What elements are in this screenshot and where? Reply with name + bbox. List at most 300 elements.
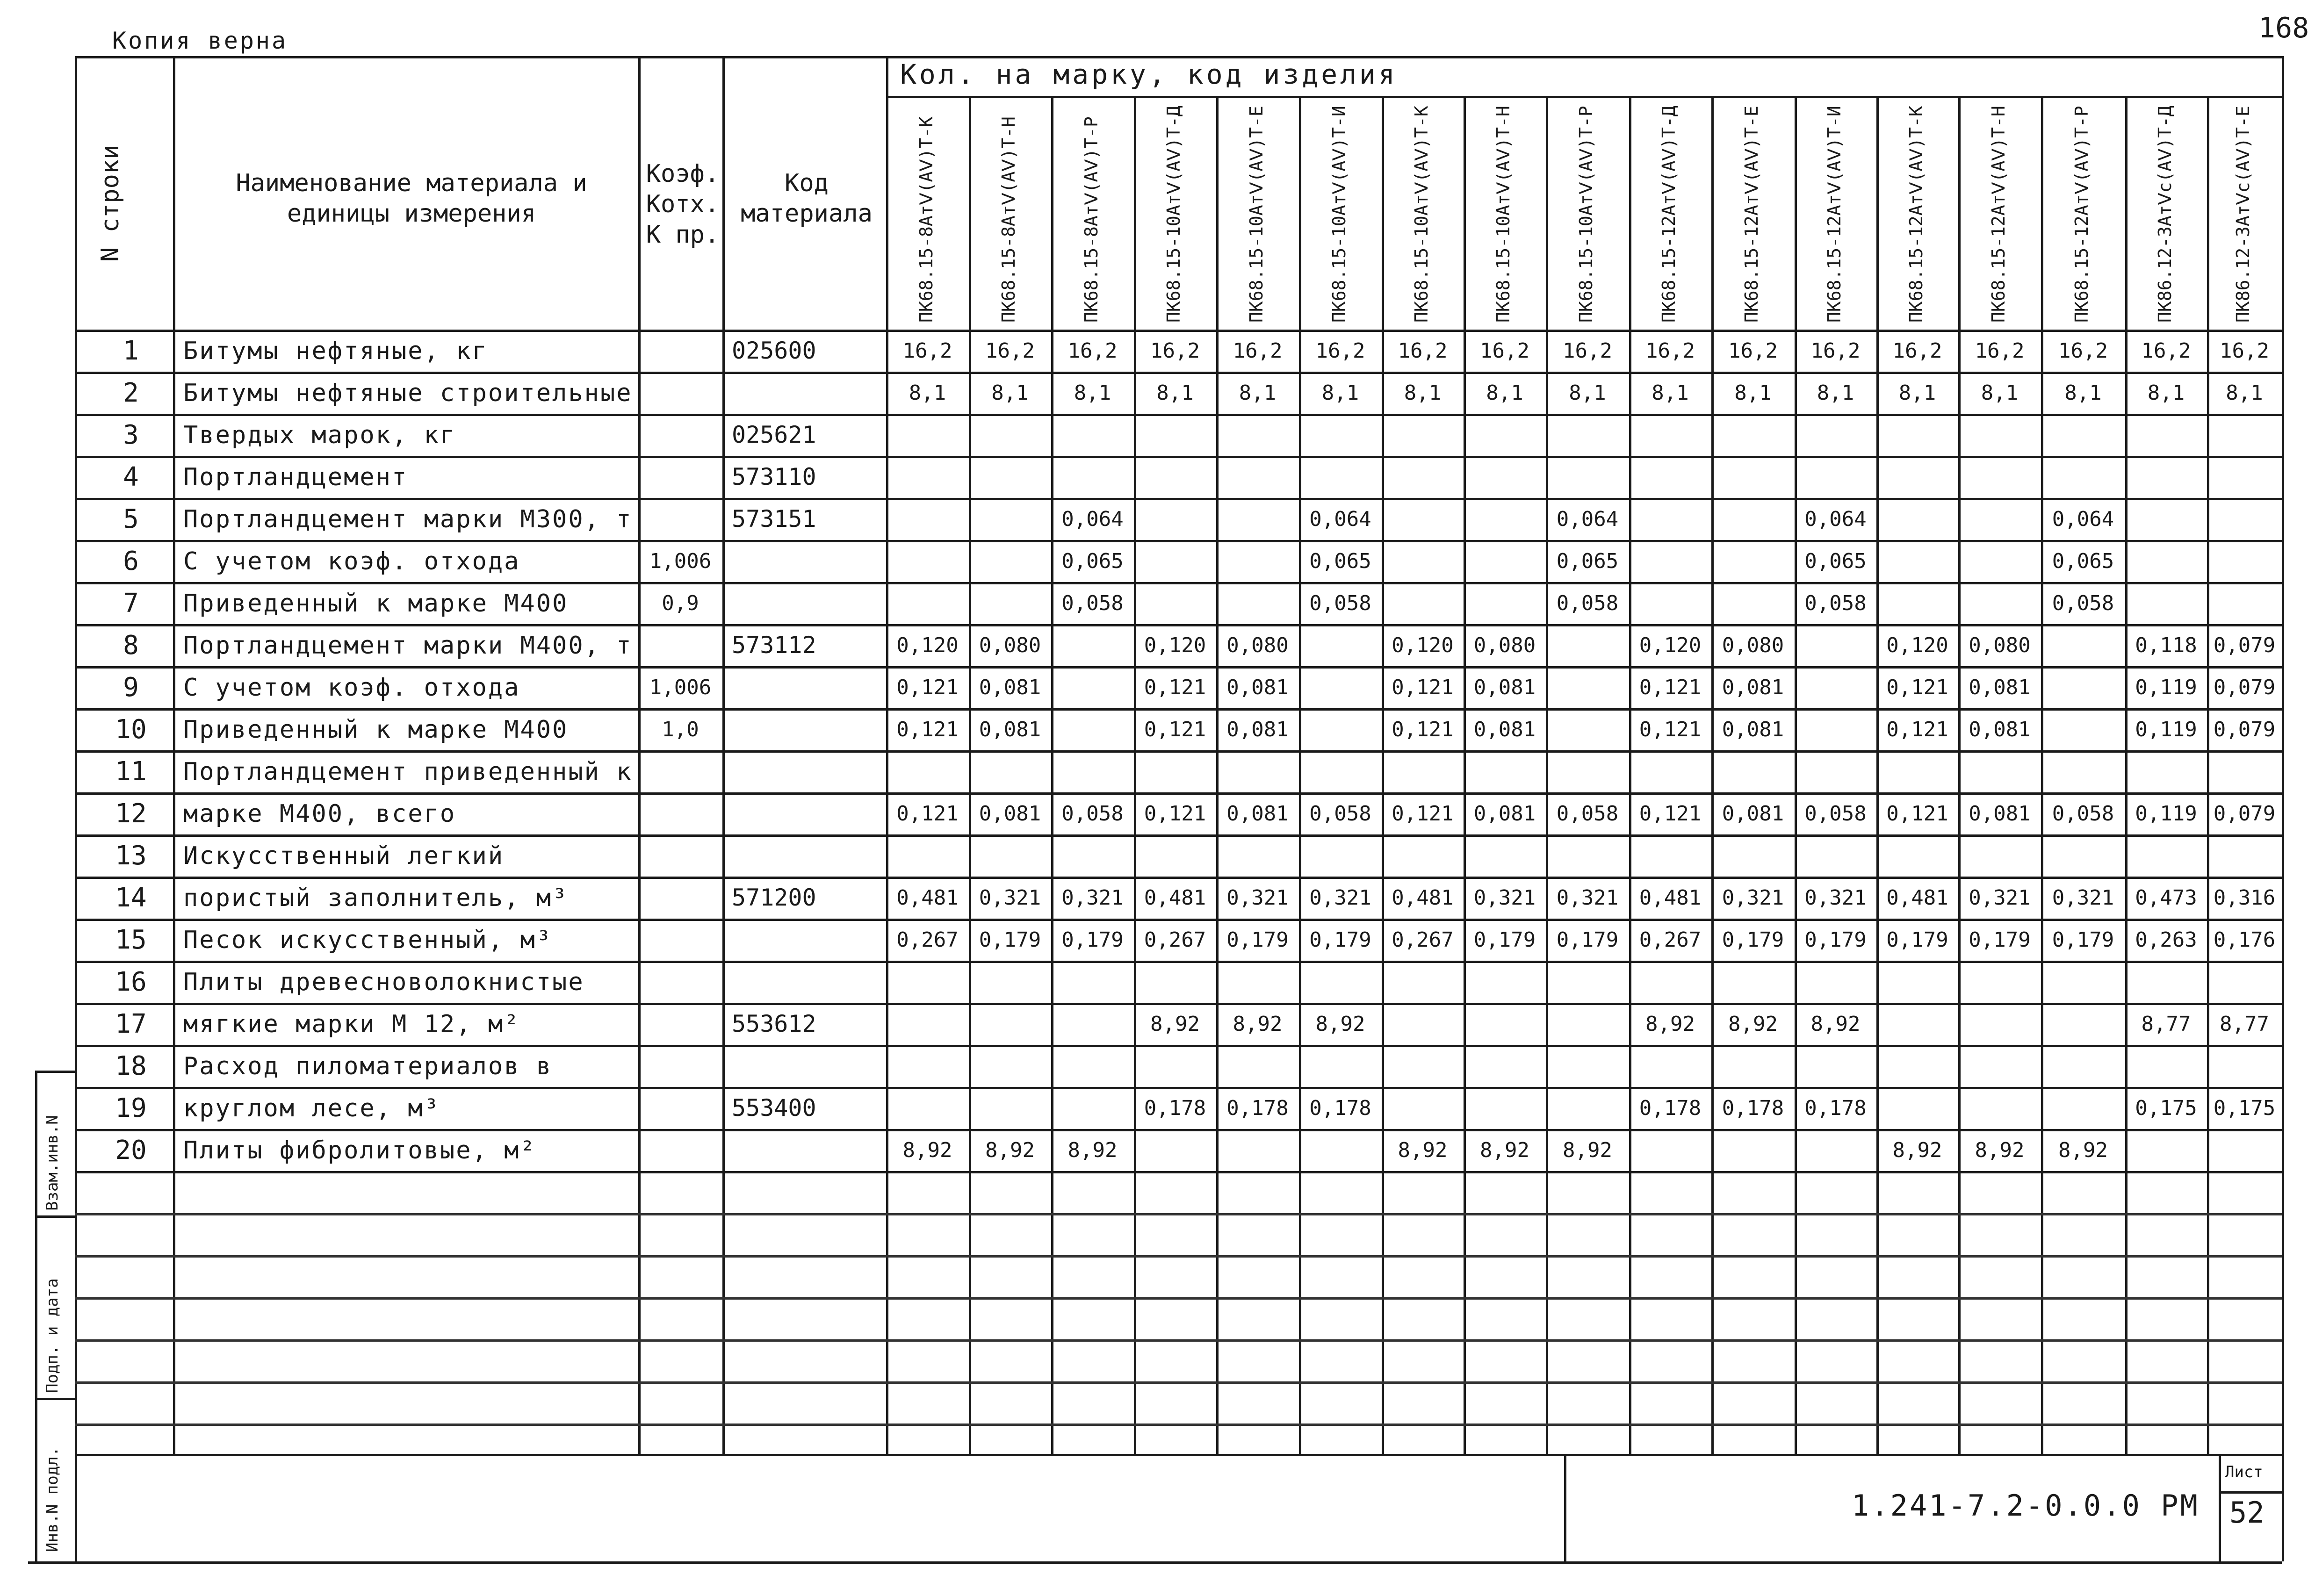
col-coef: Коэф. Котх. К пр. (646, 160, 720, 249)
quantity-cell: 0,120 (1144, 633, 1206, 657)
table-rule (75, 792, 2282, 795)
quantity-cell: 0,321 (1473, 886, 1536, 910)
quantity-cell: 0,080 (1969, 633, 2031, 657)
row-number: 11 (115, 756, 147, 787)
quantity-cell: 0,081 (1722, 718, 1784, 741)
group-title: Кол. на марку, код изделия (900, 58, 1398, 90)
table-rule (173, 56, 175, 1454)
product-header: ПК68.15-10АтⅤ(АⅤ)Т-К (1411, 106, 1432, 323)
quantity-cell: 0,058 (1309, 802, 1371, 826)
table-rule (75, 961, 2282, 963)
sheet-label: Лист (2225, 1463, 2263, 1481)
product-header: ПК68.15-10АтⅤ(АⅤ)Т-Д (1163, 106, 1184, 323)
material-name: Твердых марок, кг (183, 421, 456, 449)
quantity-cell: 0,178 (1144, 1096, 1206, 1120)
quantity-cell: 16,2 (1563, 339, 1612, 363)
table-rule (722, 56, 725, 1454)
quantity-cell: 0,058 (1804, 802, 1867, 826)
quantity-cell: 8,1 (1981, 381, 2019, 405)
quantity-cell: 16,2 (1233, 339, 1283, 363)
quantity-cell: 8,92 (1892, 1138, 1942, 1162)
quantity-cell: 0,058 (1061, 591, 1124, 615)
table-rule (75, 1087, 2282, 1089)
quantity-cell: 0,179 (1061, 928, 1124, 952)
quantity-cell: 0,058 (1309, 591, 1371, 615)
table-rule (75, 919, 2282, 921)
material-name: С учетом коэф. отхода (183, 547, 520, 575)
quantity-cell: 0,179 (1473, 928, 1536, 952)
table-rule (2207, 96, 2209, 1454)
material-name: Битумы нефтяные строительные (183, 379, 633, 407)
quantity-cell: 8,92 (1315, 1012, 1365, 1036)
quantity-cell: 0,081 (1969, 802, 2031, 826)
quantity-cell: 8,92 (2058, 1138, 2108, 1162)
table-rule (75, 1045, 2282, 1047)
quantity-cell: 0,178 (1226, 1096, 1289, 1120)
table-rule (75, 456, 2282, 458)
material-code: 025621 (732, 421, 816, 448)
quantity-cell: 0,179 (1886, 928, 1948, 952)
quantity-cell: 0,065 (1309, 549, 1371, 573)
product-header: ПК68.15-12АтⅤ(АⅤ)Т-Н (1988, 106, 2009, 323)
quantity-cell: 8,1 (1156, 381, 1194, 405)
quantity-cell: 16,2 (1067, 339, 1118, 363)
product-header: ПК68.15-8АтⅤ(АⅤ)Т-Н (998, 116, 1019, 323)
table-rule (75, 56, 77, 1561)
quantity-cell: 0,267 (1144, 928, 1206, 952)
quantity-cell: 8,92 (1563, 1138, 1612, 1162)
table-rule (75, 330, 2282, 332)
quantity-cell: 0,121 (896, 676, 959, 699)
quantity-cell: 0,179 (1309, 928, 1371, 952)
quantity-cell: 8,1 (1404, 381, 1442, 405)
table-rule (75, 1171, 2282, 1173)
row-number: 2 (123, 378, 139, 408)
quantity-cell: 0,121 (1886, 802, 1948, 826)
quantity-cell: 0,119 (2135, 718, 2197, 741)
quantity-cell: 0,121 (896, 718, 959, 741)
quantity-cell: 0,481 (1392, 886, 1454, 910)
quantity-cell: 0,321 (1722, 886, 1784, 910)
quantity-cell: 0,081 (979, 718, 1041, 741)
table-rule (1958, 96, 1961, 1454)
quantity-cell: 0,064 (1309, 507, 1371, 531)
table-rule (1876, 96, 1879, 1454)
quantity-cell: 8,1 (991, 381, 1029, 405)
table-rule (1382, 96, 1384, 1454)
col-code: Код материала (741, 169, 873, 228)
material-name: Портландцемент марки М300, т (183, 505, 633, 533)
row-number: 12 (115, 798, 147, 829)
quantity-cell: 0,121 (1392, 802, 1454, 826)
product-header: ПК68.15-12АтⅤ(АⅤ)Т-К (1905, 106, 1926, 323)
quantity-cell: 8,1 (1321, 381, 1359, 405)
table-rule (35, 1398, 75, 1400)
quantity-cell: 8,1 (1898, 381, 1936, 405)
quantity-cell: 0,080 (979, 633, 1041, 657)
material-code: 573110 (732, 463, 816, 490)
quantity-cell: 8,1 (2064, 381, 2102, 405)
quantity-cell: 0,321 (1969, 886, 2031, 910)
quantity-cell: 0,175 (2135, 1096, 2197, 1120)
table-rule (75, 1129, 2282, 1131)
table-rule (2282, 56, 2284, 1561)
quantity-cell: 0,481 (1639, 886, 1702, 910)
material-name: Битумы нефтяные, кг (183, 337, 488, 365)
row-number: 13 (115, 841, 147, 871)
row-number: 10 (115, 714, 147, 745)
quantity-cell: 8,1 (1239, 381, 1276, 405)
table-rule (75, 414, 2282, 416)
quantity-cell: 8,1 (1817, 381, 1854, 405)
quantity-cell: 16,2 (1892, 339, 1942, 363)
quantity-cell: 0,119 (2135, 802, 2197, 826)
material-code: 025600 (732, 337, 816, 364)
product-header: ПК68.15-10АтⅤ(АⅤ)Т-Е (1246, 106, 1267, 323)
quantity-cell: 8,92 (1975, 1138, 2025, 1162)
quantity-cell: 0,121 (1886, 718, 1948, 741)
page-number: 168 (2258, 12, 2309, 44)
material-name: пористый заполнитель, м³ (183, 884, 569, 912)
quantity-cell: 16,2 (1480, 339, 1529, 363)
row-number: 20 (115, 1135, 147, 1165)
quantity-cell: 0,267 (896, 928, 959, 952)
quantity-cell: 0,321 (1226, 886, 1289, 910)
table-rule (638, 56, 641, 1454)
col-name: Наименование материала и единицы измерения (236, 169, 587, 228)
table-rule (75, 1003, 2282, 1005)
table-rule (75, 708, 2282, 711)
quantity-cell: 0,121 (1392, 676, 1454, 699)
quantity-cell: 0,081 (1473, 718, 1536, 741)
quantity-cell: 16,2 (1975, 339, 2025, 363)
table-rule (35, 1215, 75, 1218)
quantity-cell: 0,321 (2052, 886, 2114, 910)
quantity-cell: 16,2 (2141, 339, 2191, 363)
quantity-cell: 8,92 (1480, 1138, 1529, 1162)
quantity-cell: 0,179 (1722, 928, 1784, 952)
row-number: 1 (123, 336, 139, 366)
quantity-cell: 0,263 (2135, 928, 2197, 952)
quantity-cell: 8,1 (1734, 381, 1772, 405)
quantity-cell: 0,178 (1722, 1096, 1784, 1120)
table-rule (2125, 96, 2127, 1454)
quantity-cell: 0,079 (2213, 633, 2276, 657)
side-stamp-inv: Инв.N подл. (43, 1446, 62, 1552)
quantity-cell: 8,92 (1810, 1012, 1861, 1036)
table-rule (1711, 96, 1714, 1454)
quantity-cell: 0,065 (1804, 549, 1867, 573)
quantity-cell: 0,079 (2213, 718, 2276, 741)
quantity-cell: 8,92 (902, 1138, 952, 1162)
quantity-cell: 16,2 (1728, 339, 1778, 363)
quantity-cell: 0,267 (1639, 928, 1702, 952)
table-rule (2041, 96, 2043, 1454)
quantity-cell: 0,121 (1144, 676, 1206, 699)
row-number: 16 (115, 967, 147, 997)
quantity-cell: 0,121 (1639, 802, 1702, 826)
quantity-cell: 8,92 (1150, 1012, 1200, 1036)
table-rule (75, 834, 2282, 837)
quantity-cell: 0,321 (1804, 886, 1867, 910)
quantity-cell: 0,080 (1226, 633, 1289, 657)
sheet-number: 52 (2229, 1495, 2265, 1530)
quantity-cell: 0,121 (896, 802, 959, 826)
quantity-cell: 0,065 (1556, 549, 1619, 573)
quantity-cell: 8,92 (1067, 1138, 1118, 1162)
quantity-cell: 0,120 (896, 633, 959, 657)
product-header: ПК68.15-10АтⅤ(АⅤ)Т-Н (1493, 106, 1514, 323)
quantity-cell: 16,2 (1150, 339, 1200, 363)
row-number: 6 (123, 546, 139, 576)
material-name: Приведенный к марке М400 (183, 590, 569, 618)
quantity-cell: 0,065 (2052, 549, 2114, 573)
quantity-cell: 0,175 (2213, 1096, 2276, 1120)
coefficient: 1,006 (649, 676, 712, 699)
coefficient: 1,006 (649, 549, 712, 573)
table-rule (75, 1339, 2282, 1342)
material-code: 573112 (732, 632, 816, 659)
quantity-cell: 0,081 (1473, 802, 1536, 826)
doc-code: 1.241-7.2-0.0.0 РМ (1852, 1488, 2200, 1523)
table-rule (1051, 96, 1053, 1454)
quantity-cell: 0,321 (1061, 886, 1124, 910)
row-number: 15 (115, 925, 147, 955)
material-name: Плиты древесноволокнистые (183, 968, 584, 996)
material-name: Портландцемент марки М400, т (183, 632, 633, 660)
quantity-cell: 0,316 (2213, 886, 2276, 910)
table-rule (2219, 1491, 2282, 1494)
row-number: 8 (123, 630, 139, 661)
product-header: ПК68.15-10АтⅤ(АⅤ)Т-И (1328, 106, 1349, 323)
quantity-cell: 8,77 (2220, 1012, 2269, 1036)
table-rule (1564, 1454, 1566, 1561)
quantity-cell: 0,179 (979, 928, 1041, 952)
side-stamp-replace: Взам.инв.N (43, 1115, 62, 1211)
row-number: 9 (123, 672, 139, 703)
material-name: мягкие марки М 12, м² (183, 1010, 520, 1038)
quantity-cell: 8,1 (1652, 381, 1689, 405)
table-rule (75, 498, 2282, 500)
table-rule (75, 582, 2282, 584)
material-name: С учетом коэф. отхода (183, 674, 520, 702)
quantity-cell: 0,080 (1473, 633, 1536, 657)
quantity-cell: 0,121 (1144, 718, 1206, 741)
quantity-cell: 0,121 (1886, 676, 1948, 699)
material-code: 553612 (732, 1010, 816, 1037)
table-rule (75, 1381, 2282, 1384)
material-name: Расход пиломатериалов в (183, 1052, 553, 1080)
quantity-cell: 0,120 (1639, 633, 1702, 657)
material-code: 553400 (732, 1094, 816, 1122)
quantity-cell: 8,77 (2141, 1012, 2191, 1036)
quantity-cell: 16,2 (2220, 339, 2269, 363)
table-rule (75, 1213, 2282, 1215)
table-rule (35, 1071, 75, 1073)
table-rule (1564, 1454, 2282, 1456)
quantity-cell: 0,121 (1639, 718, 1702, 741)
quantity-cell: 0,058 (1804, 591, 1867, 615)
quantity-cell: 0,064 (1556, 507, 1619, 531)
quantity-cell: 0,058 (1556, 591, 1619, 615)
quantity-cell: 0,081 (979, 802, 1041, 826)
table-rule (1546, 96, 1548, 1454)
quantity-cell: 16,2 (2058, 339, 2108, 363)
product-header: ПК68.15-12АтⅤ(АⅤ)Т-Д (1659, 106, 1679, 323)
material-name: Портландцемент (183, 463, 408, 491)
quantity-cell: 0,179 (1556, 928, 1619, 952)
quantity-cell: 8,1 (2147, 381, 2185, 405)
table-rule (75, 540, 2282, 542)
table-rule (1216, 96, 1219, 1454)
material-name: Приведенный к марке М400 (183, 716, 569, 744)
table-rule (1299, 96, 1301, 1454)
product-header: ПК68.15-12АтⅤ(АⅤ)Т-Р (2071, 106, 2092, 323)
quantity-cell: 16,2 (985, 339, 1035, 363)
quantity-cell: 16,2 (1810, 339, 1861, 363)
quantity-cell: 0,179 (2052, 928, 2114, 952)
table-rule (75, 624, 2282, 626)
product-header: ПК68.15-8АтⅤ(АⅤ)Т-Р (1081, 116, 1102, 323)
quantity-cell: 8,1 (2226, 381, 2263, 405)
quantity-cell: 0,081 (1969, 676, 2031, 699)
col-rownum: N строки (96, 144, 124, 262)
quantity-cell: 0,179 (1969, 928, 2031, 952)
table-rule (75, 666, 2282, 669)
quantity-cell: 0,081 (1226, 718, 1289, 741)
material-name: Искусственный легкий (183, 842, 505, 870)
quantity-cell: 0,064 (2052, 507, 2114, 531)
product-header: ПК68.15-12АтⅤ(АⅤ)Т-Е (1741, 106, 1762, 323)
table-rule (1134, 96, 1136, 1454)
copy-stamp: Копия верна (112, 27, 288, 54)
quantity-cell: 0,119 (2135, 676, 2197, 699)
quantity-cell: 8,1 (1074, 381, 1111, 405)
table-rule (75, 1255, 2282, 1258)
quantity-cell: 0,120 (1392, 633, 1454, 657)
quantity-cell: 0,081 (1226, 676, 1289, 699)
quantity-cell: 0,081 (1969, 718, 2031, 741)
material-name: Портландцемент приведенный к (183, 758, 633, 786)
quantity-cell: 0,176 (2213, 928, 2276, 952)
quantity-cell: 0,064 (1804, 507, 1867, 531)
row-number: 19 (115, 1093, 147, 1123)
row-number: 4 (123, 462, 139, 492)
row-number: 18 (115, 1051, 147, 1081)
quantity-cell: 16,2 (1398, 339, 1448, 363)
quantity-cell: 0,178 (1639, 1096, 1702, 1120)
product-header: ПК68.15-8АтⅤ(АⅤ)Т-К (916, 116, 937, 323)
material-code: 573151 (732, 505, 816, 532)
quantity-cell: 0,079 (2213, 676, 2276, 699)
quantity-cell: 0,081 (979, 676, 1041, 699)
quantity-cell: 0,118 (2135, 633, 2197, 657)
table-rule (886, 56, 888, 1454)
product-header: ПК68.15-10АтⅤ(АⅤ)Т-Р (1576, 106, 1596, 323)
side-stamp-sign: Подп. и дата (43, 1278, 62, 1393)
quantity-cell: 0,267 (1392, 928, 1454, 952)
quantity-cell: 0,179 (1226, 928, 1289, 952)
product-header: ПК86.12-3АтⅤс(АⅤ)Т-Е (2233, 106, 2253, 323)
quantity-cell: 0,481 (1144, 886, 1206, 910)
quantity-cell: 8,1 (1486, 381, 1523, 405)
product-header: ПК86.12-3АтⅤс(АⅤ)Т-Д (2154, 106, 2175, 323)
quantity-cell: 0,179 (1804, 928, 1867, 952)
quantity-cell: 0,058 (1061, 802, 1124, 826)
quantity-cell: 0,321 (1309, 886, 1371, 910)
coefficient: 1,0 (662, 718, 699, 741)
quantity-cell: 8,92 (1398, 1138, 1448, 1162)
table-rule (1464, 96, 1466, 1454)
table-rule (75, 1423, 2282, 1426)
table-rule (2219, 1454, 2221, 1561)
table-rule (886, 96, 2282, 98)
table-rule (1629, 96, 1631, 1454)
product-header: ПК68.15-12АтⅤ(АⅤ)Т-И (1824, 106, 1845, 323)
row-number: 7 (123, 588, 139, 618)
quantity-cell: 16,2 (1315, 339, 1365, 363)
quantity-cell: 0,079 (2213, 802, 2276, 826)
table-rule (28, 1561, 2282, 1564)
quantity-cell: 0,321 (979, 886, 1041, 910)
quantity-cell: 0,058 (1556, 802, 1619, 826)
quantity-cell: 0,081 (1473, 676, 1536, 699)
quantity-cell: 0,064 (1061, 507, 1124, 531)
quantity-cell: 0,121 (1639, 676, 1702, 699)
table-rule (35, 1071, 37, 1561)
row-number: 3 (123, 420, 139, 450)
table-rule (75, 750, 2282, 753)
row-number: 17 (115, 1009, 147, 1039)
quantity-cell: 0,321 (1556, 886, 1619, 910)
material-name: Плиты фибролитовые, м² (183, 1136, 536, 1165)
quantity-cell: 0,081 (1226, 802, 1289, 826)
quantity-cell: 0,081 (1722, 802, 1784, 826)
row-number: 14 (115, 883, 147, 913)
quantity-cell: 8,1 (909, 381, 946, 405)
quantity-cell: 0,178 (1804, 1096, 1867, 1120)
coefficient: 0,9 (662, 591, 699, 615)
quantity-cell: 0,058 (2052, 591, 2114, 615)
material-name: Песок искусственный, м³ (183, 926, 553, 954)
quantity-cell: 8,92 (1233, 1012, 1283, 1036)
table-rule (75, 1297, 2282, 1300)
quantity-cell: 0,481 (1886, 886, 1948, 910)
table-rule (1795, 96, 1797, 1454)
quantity-cell: 0,121 (1392, 718, 1454, 741)
quantity-cell: 16,2 (1645, 339, 1695, 363)
quantity-cell: 8,92 (1645, 1012, 1695, 1036)
quantity-cell: 8,92 (1728, 1012, 1778, 1036)
material-name: круглом лесе, м³ (183, 1094, 440, 1122)
quantity-cell: 0,120 (1886, 633, 1948, 657)
quantity-cell: 8,92 (985, 1138, 1035, 1162)
table-rule (75, 372, 2282, 374)
quantity-cell: 8,1 (1569, 381, 1606, 405)
table-rule (75, 877, 2282, 879)
quantity-cell: 0,058 (2052, 802, 2114, 826)
quantity-cell: 0,481 (896, 886, 959, 910)
quantity-cell: 0,473 (2135, 886, 2197, 910)
quantity-cell: 0,080 (1722, 633, 1784, 657)
quantity-cell: 0,121 (1144, 802, 1206, 826)
quantity-cell: 16,2 (902, 339, 952, 363)
quantity-cell: 0,178 (1309, 1096, 1371, 1120)
material-name: марке М400, всего (183, 800, 456, 828)
row-number: 5 (123, 504, 139, 534)
material-code: 571200 (732, 884, 816, 911)
table-rule (969, 96, 971, 1454)
